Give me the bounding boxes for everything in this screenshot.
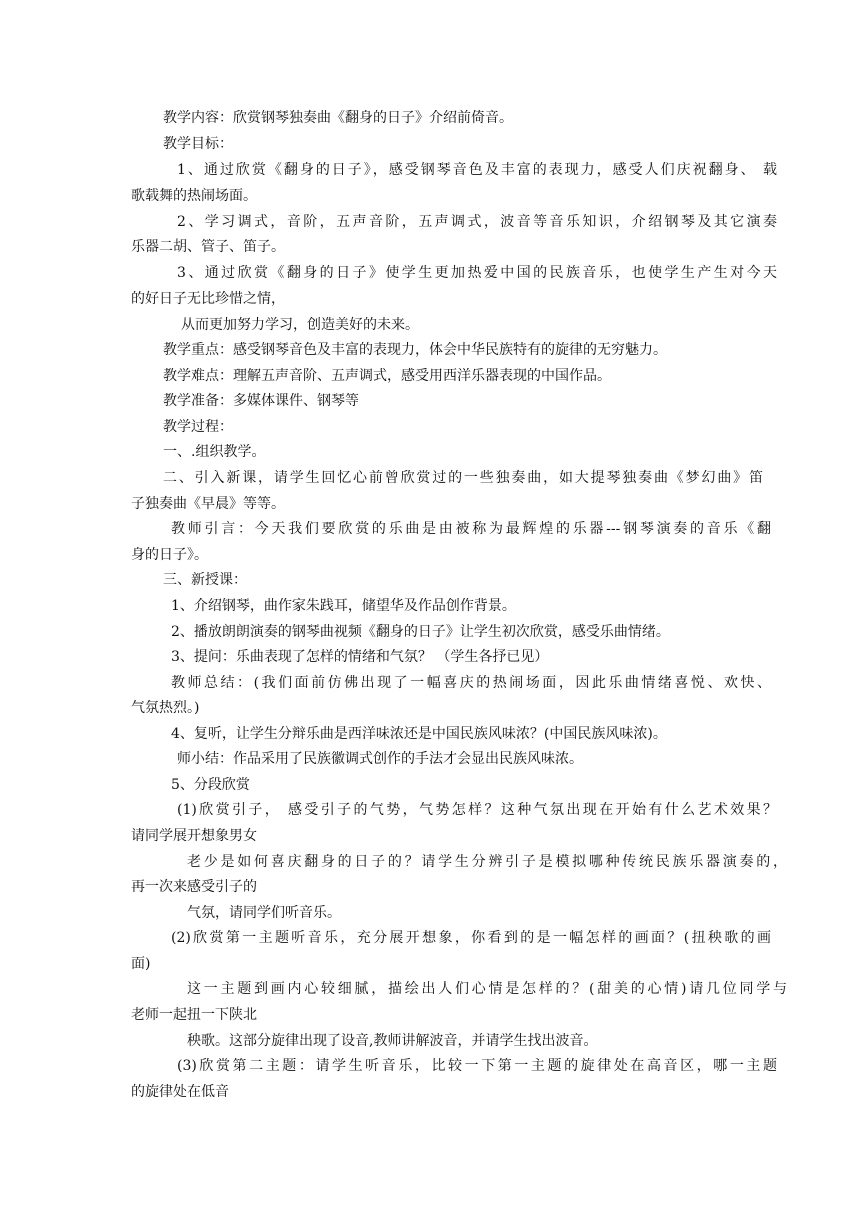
- text-line: 三、新授课：: [163, 572, 247, 588]
- text-line: 1、通过欣赏《翻身的日子》，感受钢琴音色及丰富的表现力，感受人们庆祝翻身、 载: [177, 162, 777, 178]
- text-line: 从而更加努力学习，创造美好的未来。: [181, 317, 419, 333]
- text-line: 子独奏曲《早晨》等等。: [131, 496, 285, 512]
- text-line: 2、播放朗朗演奏的钢琴曲视频《翻身的日子》让学生初次欣赏，感受乐曲情绪。: [171, 624, 670, 640]
- text-line: 老少是如何喜庆翻身的日子的？请学生分辨引子是模拟哪种传统民族乐器演奏的，: [187, 854, 787, 870]
- text-line: 教师总结：(我们面前仿佛出现了一幅喜庆的热闹场面，因此乐曲情绪喜悦、欢快、: [171, 675, 771, 691]
- text-line: 的旋律处在低音: [131, 1084, 229, 1100]
- text-line: 再一次来感受引子的: [131, 879, 257, 895]
- text-line: 教学重点：感受钢琴音色及丰富的表现力，体会中华民族特有的旋律的无穷魅力。: [163, 342, 667, 358]
- text-line: 请同学展开想象男女: [131, 828, 257, 844]
- text-line: 教学过程：: [163, 419, 233, 435]
- text-line: 气氛热烈。): [131, 700, 200, 716]
- text-line: 乐器二胡、管子、笛子。: [131, 239, 285, 255]
- text-line: 师小结：作品采用了民族徽调式创作的手法才会显出民族风味浓。: [177, 751, 583, 767]
- text-line: 1、介绍钢琴，曲作家朱践耳，储望华及作品创作背景。: [171, 598, 516, 614]
- text-line: 教学准备：多媒体课件、钢琴等: [163, 393, 359, 409]
- text-line: (1)欣赏引子， 感受引子的气势，气势怎样？这种气氛出现在开始有什么艺术效果？: [177, 802, 777, 818]
- text-line: 4、复听，让学生分辩乐曲是西洋味浓还是中国民族风味浓？(中国民族风味浓)。: [171, 726, 667, 742]
- text-line: (3)欣赏第二主题：请学生听音乐，比较一下第一主题的旋律处在高音区，哪一主题: [177, 1058, 777, 1074]
- text-line: 一、.组织教学。: [163, 444, 266, 460]
- text-line: 气氛，请同学们听音乐。: [187, 905, 341, 921]
- text-line: 二、引入新课，请学生回忆心前曾欣赏过的一些独奏曲，如大提琴独奏曲《梦幻曲》笛: [163, 470, 763, 486]
- text-line: 这一主题到画内心较细腻，描绘出人们心情是怎样的？(甜美的心情)请几位同学与: [187, 981, 787, 997]
- text-line: 面): [131, 956, 151, 972]
- text-line: 教学目标：: [163, 136, 233, 152]
- text-line: 歌载舞的热闹场面。: [131, 188, 257, 204]
- text-line: 的好日子无比珍惜之情，: [131, 291, 285, 307]
- text-line: 教学难点：理解五声音阶、五声调式，感受用西洋乐器表现的中国作品。: [163, 368, 611, 384]
- text-line: 3、提问：乐曲表现了怎样的情绪和气氛？ （学生各抒已见）: [171, 649, 549, 665]
- text-line: 教师引言：今天我们要欣赏的乐曲是由被称为最辉煌的乐器---钢琴演奏的音乐《翻: [171, 521, 771, 537]
- text-line: 教学内容：欣赏钢琴独奏曲《翻身的日子》介绍前倚音。: [163, 110, 513, 126]
- text-line: 秧歌。这部分旋律出现了设音,教师讲解波音，并请学生找出波音。: [187, 1033, 598, 1049]
- text-line: 5、分段欣赏: [171, 777, 250, 793]
- text-line: 老师一起扭一下陕北: [131, 1007, 257, 1023]
- text-line: 身的日子》。: [131, 547, 208, 563]
- text-line: (2)欣赏第一主题听音乐，充分展开想象，你看到的是一幅怎样的画面？(扭秧歌的画: [171, 930, 771, 946]
- text-line: 2、学习调式，音阶，五声音阶，五声调式，波音等音乐知识，介绍钢琴及其它演奏: [177, 214, 777, 230]
- text-line: 3、通过欣赏《翻身的日子》使学生更加热爱中国的民族音乐，也使学生产生对今天: [177, 265, 777, 281]
